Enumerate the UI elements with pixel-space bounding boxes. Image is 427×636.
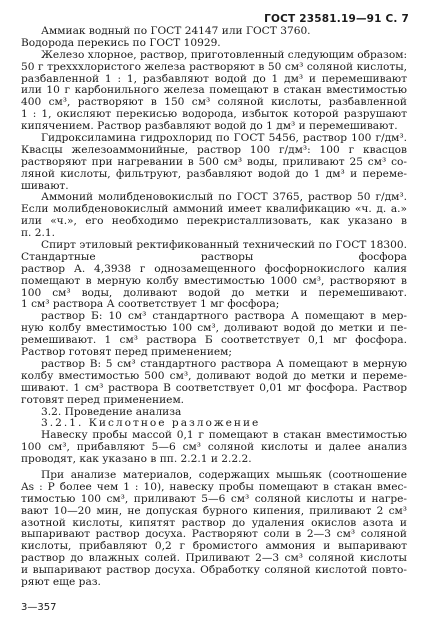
text-line: 3.2.1. Кислотное разложение [41, 418, 261, 430]
text-paragraph [21, 26, 407, 50]
text-line: Если молибденовокислый аммоний имеет квалификацию «ч. д. а.» [21, 204, 407, 216]
text-paragraph [21, 240, 407, 311]
text-line: Водорода перекись по ГОСТ 10929. [21, 37, 221, 49]
text-line: 100 см³, прибавляют 5—6 см³ соляной кислоты и далее анализ [21, 442, 407, 454]
text-line: 100 см³ воды, доливают водой до метки и перемешивают. [21, 287, 407, 299]
text-line: или 10 г карбонильного железа помещают в стакан вместимостью [21, 85, 407, 97]
text-line: Аммоний молибденовокислый по ГОСТ 3765, раствор 50 г/дм³. [41, 192, 407, 204]
text-line: раствор В: 5 см³ стандартного раствора А помещают в мерную [41, 358, 407, 370]
text-line: ряют еще раз. [21, 576, 101, 588]
text-line: шивают. 1 см³ раствора В соответствует 0,01 мг фосфора. Раствор [21, 382, 407, 394]
page-footer: 3—357 [21, 602, 57, 613]
text-paragraph [21, 470, 407, 589]
text-line: тимостью 100 см³, приливают 5—6 см³ соляной кислоты и нагре- [21, 493, 407, 505]
text-paragraph [21, 192, 407, 240]
text-line: шивают. [21, 180, 69, 192]
text-line: Аммиак водный по ГОСТ 24147 или ГОСТ 3760. [41, 26, 311, 37]
text-line: кипячением. Раствор разбавляют водой до 1 дм³ и перемешивают. [21, 121, 398, 133]
text-line: раствор А. 4,3938 г однозамещенного фосфорнокислого калия [21, 263, 407, 275]
text-line: раствор до влажных солей. Приливают 2—3 см³ соляной кислоты [21, 553, 407, 565]
text-line: колбу вместимостью 500 см³, доливают водой до метки и переме- [21, 370, 407, 382]
text-line: 1 см³ раствора А соответствует 1 мг фосфора; [21, 299, 280, 311]
text-line: помещают в мерную колбу вместимостью 1000 см³, растворяют в [21, 275, 407, 287]
text-line: разбавленной 1 : 1, разбавляют водой до 1 дм³ и перемешивают [21, 73, 407, 85]
text-line: проводят, как указано в пп. 2.2.1 и 2.2.2. [21, 454, 252, 466]
text-line: вают 10—20 мин, не допуская бурного кипения, приливают 2 см³ [21, 505, 407, 517]
document-body [21, 26, 407, 589]
text-line: 400 см³, растворяют в 150 см³ соляной кислоты, разбавленной [21, 97, 407, 109]
text-paragraph [21, 133, 407, 192]
text-line: 50 г трехххлористого железа растворяют в 50 см³ соляной кислоты, [21, 61, 407, 73]
text-paragraph [21, 50, 407, 133]
text-line: или «ч.», его необходимо перекристаллизовать, как указано в [21, 216, 407, 228]
text-line: Железо хлорное, раствор, приготовленный следующим образом: [41, 49, 407, 61]
text-line: Спирт этиловый ректификованный технический по ГОСТ 18300. [41, 240, 407, 252]
page-header: ГОСТ 23581.19—91 С. 7 [264, 13, 409, 25]
text-line: Гидроксиламина гидрохлорид по ГОСТ 5456, раствор 100 г/дм³. [41, 133, 407, 145]
text-paragraph [21, 311, 407, 359]
text-line: 1 : 1, окисляют перекисью водорода, избыток которой разрушают [21, 109, 407, 121]
text-line: раствор Б: 10 см³ стандартного раствора А помещают в мер- [41, 311, 407, 323]
text-line: 3.2. Проведение анализа [41, 406, 182, 418]
text-line: кислоты, прибавляют 0,2 г бромистого аммония и выпаривают [21, 541, 407, 553]
text-line: Стандартные растворы фосфора [21, 251, 407, 263]
text-line: Навеску пробы массой 0,1 г помещают в стакан вместимостью [41, 430, 407, 442]
text-paragraph [21, 407, 407, 419]
text-line: азотной кислоты, кипятят раствор до удаления окислов азота и [21, 517, 407, 529]
text-line: Раствор готовят перед применением; [21, 347, 232, 359]
text-line: выпаривают раствор досуха. Растворяют соли в 2—3 см³ соляной [21, 529, 407, 541]
text-line: растворяют при нагревании в 500 см³ воды, приливают 25 см³ со- [21, 156, 407, 168]
text-line: п. 2.1. [21, 228, 56, 240]
text-line: готовят перед применением. [21, 394, 185, 406]
text-paragraph [21, 359, 407, 407]
text-line: При анализе материалов, содержащих мышьяк (соотношение [41, 469, 407, 481]
text-line: ную колбу вместимостью 100 см³, доливают водой до метки и пе- [21, 323, 407, 335]
text-line: и выпаривают раствор досуха. Обработку соляной кислотой повто- [21, 565, 407, 577]
text-line: As : P более чем 1 : 10), навеску пробы помещают в стакан вмес- [21, 481, 407, 493]
text-paragraph [21, 430, 407, 466]
text-line: ляной кислоты, фильтруют, разбавляют водой до 1 дм³ и переме- [21, 168, 407, 180]
text-line: Квасцы железоаммонийные, раствор 100 г/дм³: 100 г квасцов [21, 144, 407, 156]
text-line: ремешивают. 1 см³ раствора Б соответствует 0,1 мг фосфора. [21, 335, 407, 347]
text-paragraph [21, 418, 407, 430]
